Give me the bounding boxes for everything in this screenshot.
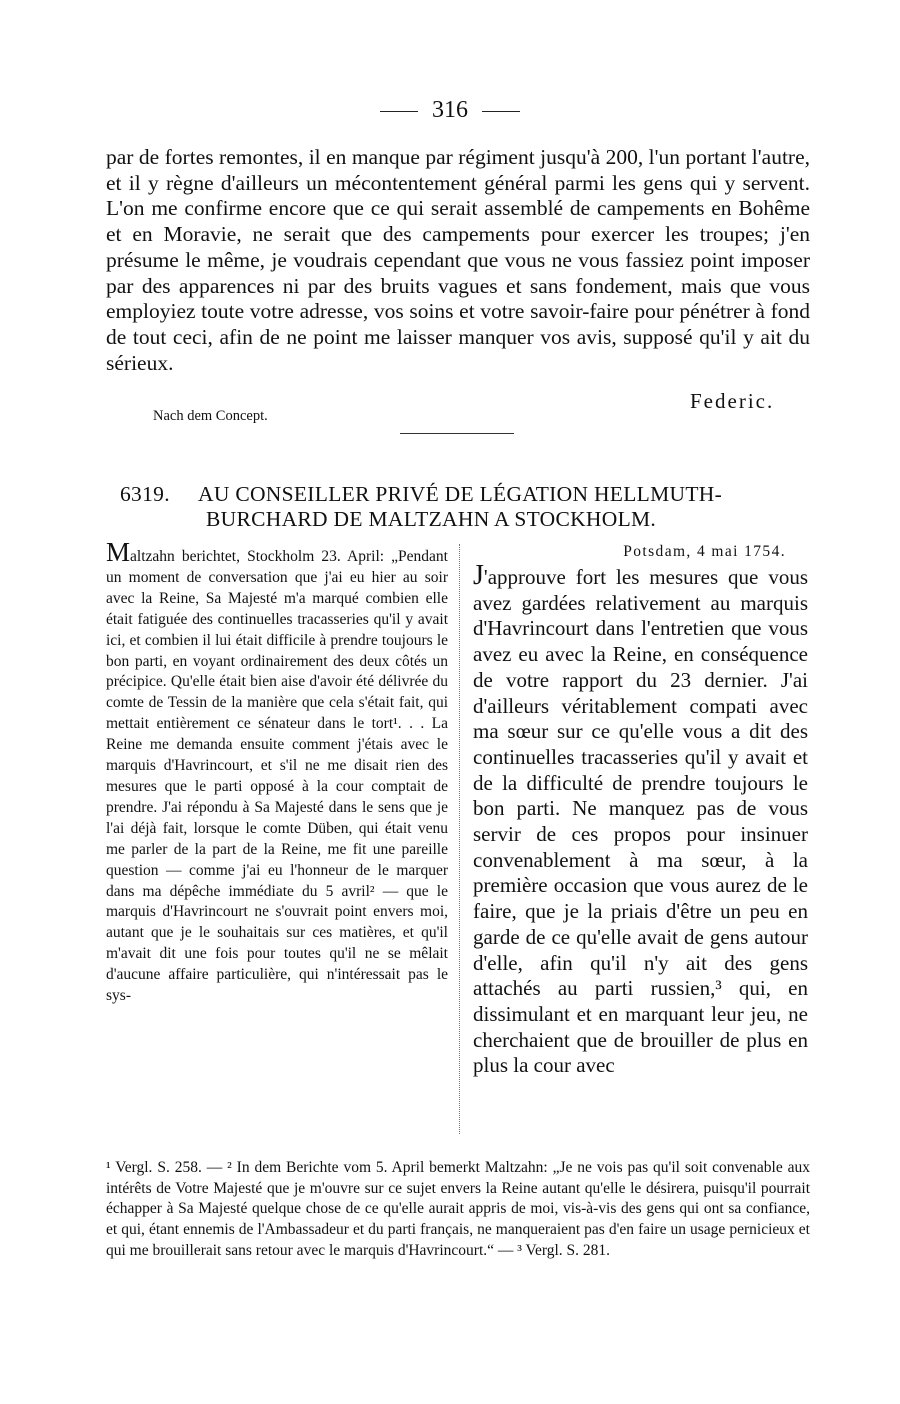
letter-initial: J [473,560,484,591]
letter-body [473,560,808,1079]
report-summary-text: altzahn berichtet, Stockholm 23. April: „Pendant un moment de conversation que j'ai eu hier au soir avec la Reine, Sa Majesté m'a marqué combien elle était fatiguée des continuelles tracasseries qu'il y avait ici, et combien il lui était difficile à prendre toujours le bon parti, en voyant ordinairement des deux côtés un précipice. Qu'elle était bien aise d'avoir été délivrée du comte de Tessin de la manière que cela s'était fait, qui mettait entièrement ce sénateur dans le tort¹. . . La Reine me demanda ensuite comment j'étais avec le marquis d'Havrincourt, et s'il ne me disait rien des mesures que le parti opposé à la cour comptait de prendre. J'ai répondu à Sa Majesté dans le sens que je l'ai déjà fait, lorsque le comte Düben, qui était venu me parler de la part de la Reine, me fit une pareille question — comme j'ai eu l'honneur de le marquer dans ma dépêche immédiate du 5 avril² — que le marquis d'Havrincourt ne s'ouvrait point envers moi, autant que je le souhaitais sur ces matières, et qu'il m'avait dit une fois pour toutes qu'il ne se mêlait d'aucune affaire particulière, qui n'intéressait pas le sys- [106,548,448,1005]
footnotes [106,1158,810,1262]
dateline: Potsdam, 4 mai 1754. [623,543,786,560]
heading-title-2: BURCHARD DE MALTZAHN A STOCKHOLM. [206,507,657,531]
footnotes-text: ¹ Vergl. S. 258. — ² In dem Berichte vom 5. April bemerkt Maltzahn: „Je ne vois pas qu'il soit convenable aux intérêts de Votre Majesté que je m'ouvre sur ce sujet envers la Reine autant qu'elle le désirera, puisqu'il pourrait échapper à Sa Majesté quelque chose de ce qu'elle aurait appris de moi, vis-à-vis des gens qui ont sa confiance, et qui, étant ennemis de l'Ambassadeur et du parti français, ne manqueraient pas d'en faire un usage pernicieux et qui me brouillerait sans retour avec le marquis d'Havrincourt.“ — ³ Vergl. S. 281. [106,1159,810,1259]
letter-heading [120,482,820,532]
page-number-dash-left [380,111,418,112]
letter-number: 6319. [120,482,170,506]
report-summary-column [106,537,448,1007]
page-number-text: 316 [432,97,468,123]
signature: Federic. [690,389,775,413]
report-initial: M [106,537,131,567]
letter-body-text: 'approuve fort les mesures que vous avez gardées relativement au marquis d'Havrincourt dans l'entretien que vous avez eu avec la Reine, en conséquence de votre rapport du 23 dernier. J'ai d'ailleurs véritablement compati avec ma sœur sur ce qu'elle vous a dit des continuelles tracasseries qu'il y avait et de la difficulté de prendre toujours le bon parti. Ne manquez pas de vous servir de ces propos pour insinuer convenablement à ma sœur, à la première occasion que vous aurez de le faire, que je la priais d'être un peu en garde de ce qu'elle avait de gens autour d'elle, afin qu'il n'y ait des gens attachés au parti russien,³ qui, en dissimulant et en marquant leur jeu, ne cherchaient que de brouiller de plus en plus la cour avec [473,565,808,1078]
page-number [0,96,900,124]
column-divider [459,544,460,1134]
letter-continuation-text: par de fortes remontes, il en manque par régiment jusqu'à 200, l'un portant l'autre, et il y règne d'ailleurs un mécontentement général parmi les gens qui y servent. L'on me confirme encore que ce qui serait assemblé de campements en Bohême et en Moravie, ne serait que des campements pour exercer les troupes; j'en présume le même, je voudrais cependant que vous ne vous fassiez point imposer par des apparences ni par des bruits vagues et sans fondement, mais que vous employiez toute votre adresse, vos soins et votre savoir-faire pour pénétrer à fond de tout ceci, afin de ne point me laisser manquer vos avis, supposé qu'il y ait du sérieux. [106,145,810,375]
heading-line-1 [120,482,820,507]
letter-column [473,541,808,1079]
source-note: Nach dem Concept. [153,408,268,424]
section-separator [400,433,514,434]
letter-continuation [106,145,810,376]
heading-title-1: AU CONSEILLER PRIVÉ DE LÉGATION HELLMUTH- [198,482,723,506]
report-summary [106,537,448,1007]
page-number-dash-right [482,111,520,112]
